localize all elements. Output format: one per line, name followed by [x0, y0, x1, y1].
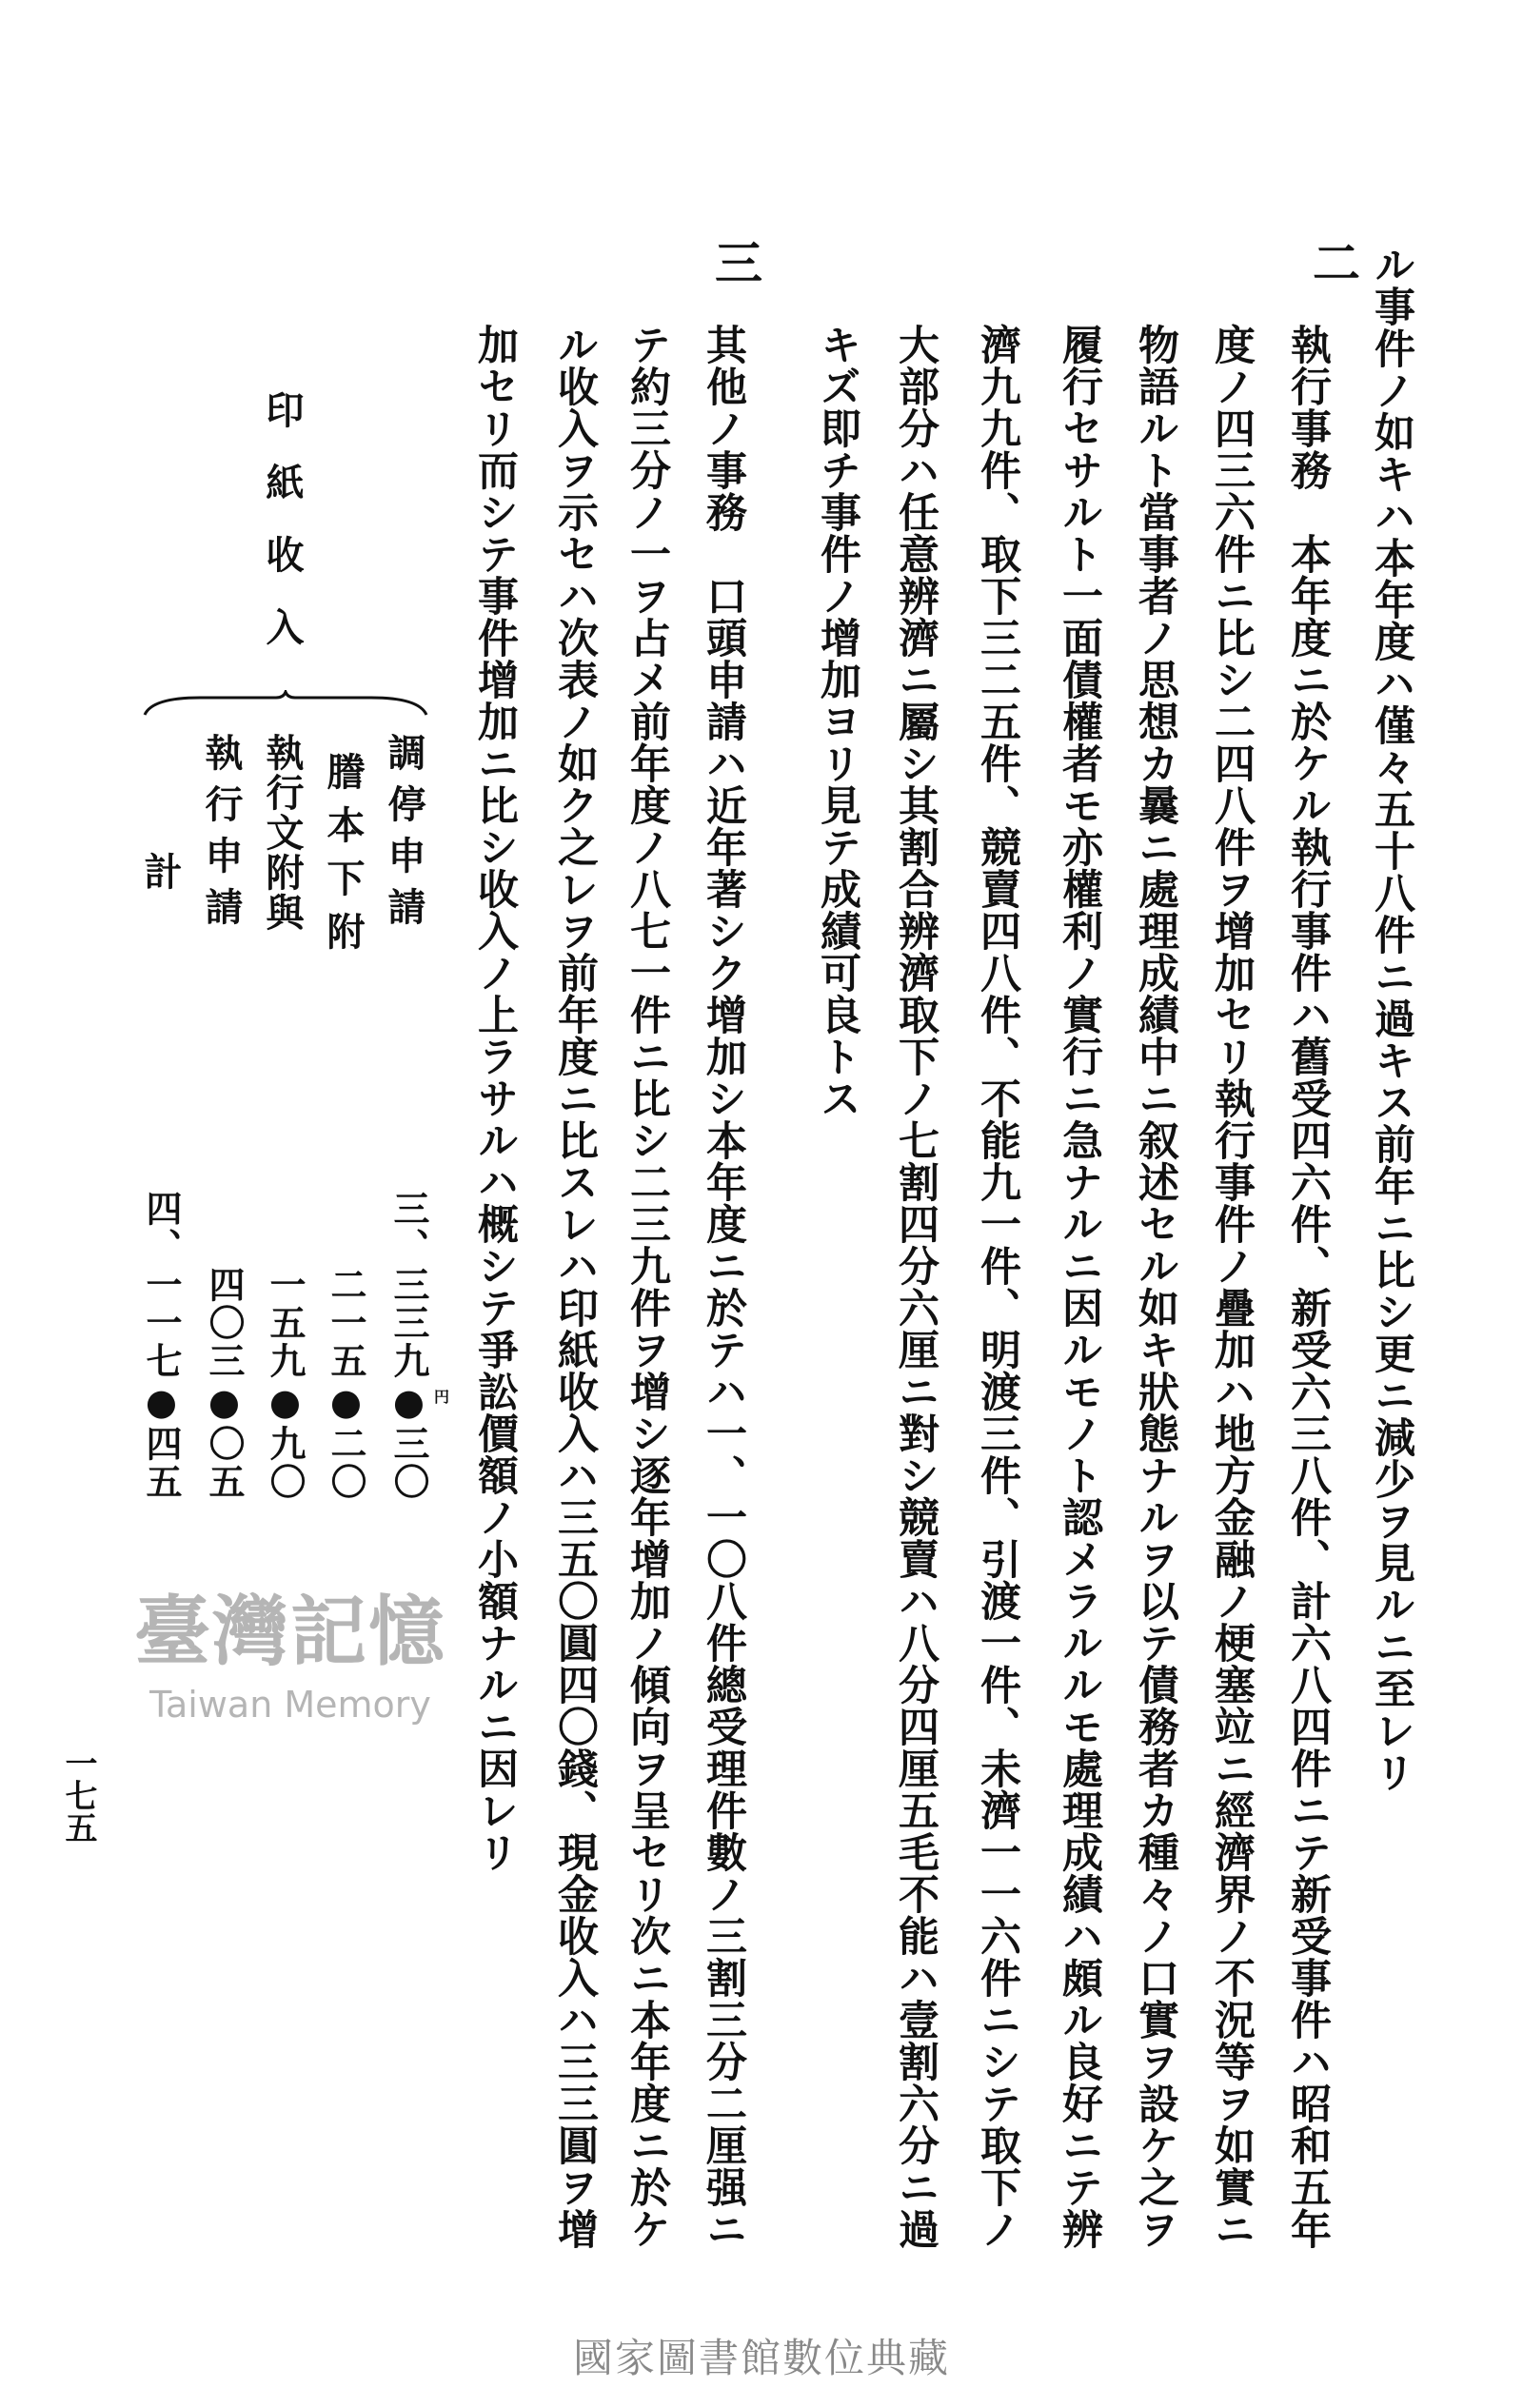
- table-total-label: 計: [138, 852, 183, 890]
- page-number: 一七五: [59, 1747, 97, 1844]
- text-column: ル收入ヲ示セハ次表ノ如ク之レヲ前年度ニ比スレハ印紙收入ハ三五〇圓四〇錢、現金收入ハ三三圓ヲ增: [551, 324, 599, 2250]
- text-column: ル事件ノ如キハ本年度ハ僅々五十八件ニ過キス前年ニ比シ更ニ減少ヲ見ルニ至レリ: [1368, 244, 1415, 1793]
- yen-unit: 円: [434, 1388, 450, 1406]
- table-row-value: 一五九●九〇: [264, 1266, 307, 1501]
- text-column: 其他ノ事務 口頭申請ハ近年著シク增加シ本年度ニ於テハ一、一〇八件總受理件數ノ三割三分二厘强ニ: [700, 324, 747, 2250]
- table-title: 印紙收入: [260, 390, 305, 680]
- table-row-label: 執行文附與: [260, 733, 305, 933]
- table-row-value: 三、三三九●三〇: [387, 1190, 430, 1501]
- text-column: 大部分ハ任意辨濟ニ屬シ其割合辨濟取下ノ七割四分六厘ニ對シ競賣ハ八分四厘五毛不能ハ壹割六分ニ過: [892, 324, 940, 2250]
- text-column: 物語ルト當事者ノ思想カ曩ニ處理成績中ニ叙述セル如キ狀態ナルヲ以テ債務者カ種々ノ口實ヲ設ケ之ヲ: [1132, 324, 1179, 2250]
- table-row-value: 二一五●二〇: [325, 1266, 367, 1501]
- table-row-label: 謄本下附: [321, 752, 366, 965]
- table-row-label: 執行申請: [199, 733, 244, 938]
- section-heading-3: 三: [707, 238, 763, 286]
- text-column: キズ即チ事件ノ增加ヨリ見テ成績可良トス: [814, 324, 861, 1119]
- watermark: [119, 1570, 462, 1726]
- watermark-main: 臺灣記憶: [134, 1587, 446, 1676]
- text-column: テ約三分ノ一ヲ占メ前年度ノ八七一件ニ比シ二三九件ヲ增シ逐年增加ノ傾向ヲ呈セリ次ニ本年度ニ於ケ: [623, 324, 671, 2250]
- section-heading-2: 二: [1305, 238, 1361, 286]
- table-row-value: 四〇三●〇五: [203, 1266, 246, 1501]
- text-column: 加セリ而シテ事件增加ニ比シ收入ノ上ラサルハ概シテ爭訟價額ノ小額ナルニ因レリ: [471, 324, 519, 1873]
- brace-icon: [143, 690, 428, 719]
- text-column: 度ノ四三六件ニ比シ二四八件ヲ增加セリ執行事件ノ疊加ハ地方金融ノ梗塞竝ニ經濟界ノ不況等ヲ如實ニ: [1208, 324, 1256, 2250]
- text-column: 履行セサルト一面債權者モ亦權利ノ實行ニ急ナルニ因ルモノト認メラルルモ處理成績ハ頗ル良好ニテ辨: [1056, 324, 1103, 2250]
- table-row-label: 調停申請: [382, 733, 426, 938]
- footer-credit: 國家圖書館數位典藏: [572, 2335, 950, 2381]
- text-column: 濟九九件、取下三二五件、競賣四八件、不能九一件、明渡三件、引渡一件、未濟一一六件ニシテ取下ノ: [974, 324, 1021, 2250]
- text-column: 執行事務 本年度ニ於ケル執行事件ハ舊受四六件、新受六三八件、計六八四件ニテ新受事件ハ昭和五年: [1284, 324, 1332, 2250]
- watermark-sub: Taiwan Memory: [149, 1684, 431, 1726]
- table-total-value: 四、一一七●四五: [140, 1190, 183, 1501]
